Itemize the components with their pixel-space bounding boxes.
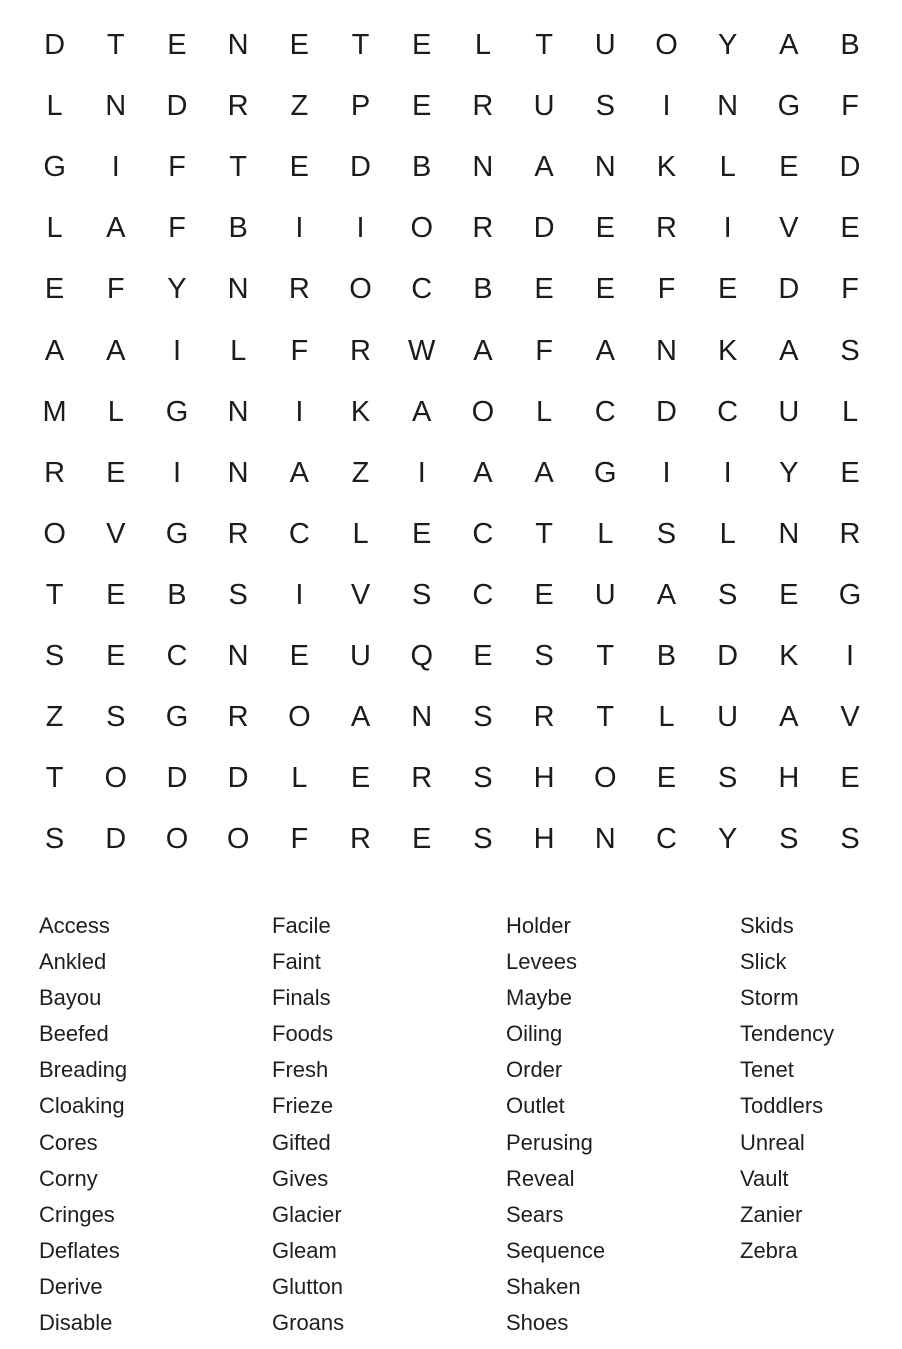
grid-cell[interactable]: E: [595, 212, 615, 245]
grid-cell[interactable]: S: [840, 334, 860, 367]
grid-cell[interactable]: I: [172, 334, 181, 367]
grid-cell[interactable]: A: [473, 456, 493, 489]
word-list-item: Tenet: [740, 1057, 794, 1083]
grid-cell[interactable]: W: [408, 334, 436, 367]
grid-cell[interactable]: U: [350, 639, 371, 672]
grid-cell[interactable]: Y: [779, 456, 799, 489]
grid-cell[interactable]: A: [656, 578, 677, 611]
grid-cell[interactable]: I: [723, 212, 732, 245]
word-list-column: [39, 908, 272, 1341]
word-list-item: Cloaking: [39, 1093, 125, 1119]
word-list-item: Bayou: [39, 985, 102, 1011]
word-list-item: Storm: [740, 985, 799, 1011]
word-list-item: Cores: [39, 1129, 98, 1155]
grid-cell[interactable]: I: [295, 212, 304, 245]
grid-cell[interactable]: L: [536, 395, 553, 428]
grid-cell[interactable]: G: [777, 90, 801, 123]
word-list-item: Gifted: [272, 1129, 331, 1155]
word-list-item: Order: [506, 1057, 563, 1083]
grid-cell[interactable]: B: [473, 273, 493, 306]
grid-cell[interactable]: F: [168, 151, 186, 184]
grid-cell[interactable]: K: [656, 151, 677, 184]
grid-cell[interactable]: V: [350, 578, 371, 611]
grid-cell[interactable]: A: [779, 334, 799, 367]
grid-cell[interactable]: Y: [167, 273, 187, 306]
grid-cell[interactable]: N: [227, 29, 249, 62]
grid-cell[interactable]: L: [230, 334, 247, 367]
grid-cell[interactable]: A: [534, 456, 554, 489]
grid-cell[interactable]: I: [295, 395, 304, 428]
grid-cell[interactable]: E: [656, 762, 677, 795]
word-list-item: Sears: [506, 1201, 564, 1227]
grid-cell[interactable]: L: [841, 395, 859, 428]
grid-cell[interactable]: U: [533, 90, 555, 123]
letter-grid: [24, 15, 880, 870]
grid-cell[interactable]: S: [473, 823, 493, 856]
grid-cell[interactable]: S: [473, 701, 493, 734]
grid-cell[interactable]: E: [534, 578, 554, 611]
grid-cell[interactable]: D: [778, 273, 800, 306]
grid-cell[interactable]: E: [106, 578, 126, 611]
grid-cell[interactable]: U: [717, 701, 739, 734]
grid-cell[interactable]: I: [662, 456, 671, 489]
grid-cell[interactable]: T: [45, 762, 64, 795]
grid-cell[interactable]: D: [105, 823, 127, 856]
grid-cell[interactable]: R: [350, 334, 371, 367]
grid-cell[interactable]: T: [229, 151, 248, 184]
word-list-item: Unreal: [740, 1129, 805, 1155]
grid-cell[interactable]: R: [655, 212, 677, 245]
grid-cell[interactable]: S: [412, 578, 432, 611]
grid-cell[interactable]: E: [840, 762, 860, 795]
grid-cell[interactable]: O: [471, 395, 495, 428]
word-list-item: Holder: [506, 913, 571, 938]
grid-cell[interactable]: O: [655, 29, 678, 62]
word-list-column: [272, 908, 506, 1341]
grid-cell[interactable]: N: [411, 701, 433, 734]
grid-cell[interactable]: B: [840, 29, 860, 62]
grid-cell[interactable]: E: [44, 273, 65, 306]
word-list-item: Beefed: [39, 1021, 109, 1047]
grid-cell[interactable]: E: [412, 517, 432, 550]
word-list-item: Shoes: [506, 1310, 569, 1336]
word-list-item: Slick: [740, 949, 787, 975]
word-list-item: Groans: [272, 1310, 345, 1336]
word-list-item: Shaken: [506, 1273, 581, 1299]
word-list-item: Perusing: [506, 1129, 593, 1155]
word-list-column: [506, 908, 740, 1341]
grid-cell[interactable]: T: [535, 517, 553, 550]
grid-cell[interactable]: M: [42, 395, 67, 428]
grid-cell[interactable]: E: [289, 29, 310, 62]
word-list-item: Deflates: [39, 1237, 120, 1263]
grid-cell[interactable]: E: [412, 823, 432, 856]
word-list-item: Faint: [272, 949, 321, 975]
grid-cell[interactable]: F: [841, 273, 859, 306]
grid-cell[interactable]: A: [473, 334, 493, 367]
grid-cell[interactable]: L: [719, 517, 736, 550]
grid-cell[interactable]: D: [839, 151, 861, 184]
grid-cell[interactable]: C: [288, 517, 310, 550]
grid-cell[interactable]: R: [533, 701, 555, 734]
grid-cell[interactable]: K: [779, 639, 799, 672]
grid-cell[interactable]: T: [596, 701, 615, 734]
grid-cell[interactable]: C: [472, 578, 494, 611]
grid-cell[interactable]: S: [44, 639, 65, 672]
grid-cell[interactable]: E: [534, 273, 554, 306]
grid-cell[interactable]: E: [473, 639, 493, 672]
grid-cell[interactable]: Y: [717, 29, 738, 62]
grid-cell[interactable]: E: [289, 639, 310, 672]
word-list-item: Tendency: [740, 1021, 835, 1047]
grid-cell[interactable]: R: [350, 823, 371, 856]
grid-cell[interactable]: R: [44, 456, 66, 489]
grid-cell[interactable]: E: [289, 151, 310, 184]
grid-cell[interactable]: A: [779, 701, 799, 734]
grid-cell[interactable]: P: [350, 90, 371, 123]
grid-cell[interactable]: V: [840, 701, 860, 734]
grid-cell[interactable]: E: [840, 212, 860, 245]
grid-cell[interactable]: R: [227, 90, 249, 123]
word-list-item: Access: [39, 913, 110, 938]
word-list-item: Zebra: [740, 1237, 798, 1263]
grid-cell[interactable]: T: [106, 29, 125, 62]
grid-cell[interactable]: U: [594, 578, 616, 611]
grid-cell[interactable]: N: [717, 90, 739, 123]
grid-cell[interactable]: D: [655, 395, 677, 428]
grid-cell[interactable]: F: [841, 90, 859, 123]
grid-cell[interactable]: C: [655, 823, 677, 856]
word-list-item: Gleam: [272, 1237, 337, 1263]
word-list-item: Disable: [39, 1310, 113, 1336]
grid-cell[interactable]: T: [351, 29, 370, 62]
grid-cell[interactable]: S: [656, 517, 677, 550]
grid-cell[interactable]: A: [44, 334, 65, 367]
grid-cell[interactable]: S: [717, 762, 738, 795]
grid-cell[interactable]: A: [106, 212, 126, 245]
grid-cell[interactable]: G: [165, 395, 189, 428]
grid-cell[interactable]: Z: [290, 90, 309, 123]
grid-cell[interactable]: E: [717, 273, 738, 306]
word-list-item: Frieze: [272, 1093, 334, 1119]
grid-cell[interactable]: C: [411, 273, 433, 306]
grid-cell[interactable]: G: [165, 701, 189, 734]
grid-cell[interactable]: G: [838, 578, 862, 611]
word-list-column: [740, 908, 890, 1341]
grid-cell[interactable]: C: [717, 395, 739, 428]
grid-cell[interactable]: K: [350, 395, 371, 428]
grid-cell[interactable]: L: [291, 762, 308, 795]
word-list-item: Reveal: [506, 1165, 575, 1191]
grid-cell[interactable]: N: [594, 151, 616, 184]
word-list-item: Facile: [272, 913, 331, 938]
grid-cell[interactable]: T: [535, 29, 553, 62]
grid-cell[interactable]: D: [227, 762, 249, 795]
grid-cell[interactable]: E: [412, 90, 432, 123]
grid-cell[interactable]: G: [43, 151, 66, 184]
grid-cell[interactable]: O: [410, 212, 433, 245]
grid-cell[interactable]: R: [411, 762, 433, 795]
word-list-item: Foods: [272, 1021, 334, 1047]
grid-cell[interactable]: S: [595, 90, 615, 123]
grid-cell[interactable]: S: [106, 701, 126, 734]
grid-cell[interactable]: H: [778, 762, 800, 795]
grid-cell[interactable]: A: [779, 29, 799, 62]
grid-cell[interactable]: I: [846, 639, 855, 672]
grid-cell[interactable]: N: [655, 334, 677, 367]
grid-cell[interactable]: E: [412, 29, 432, 62]
grid-cell[interactable]: L: [719, 151, 736, 184]
grid-cell[interactable]: O: [43, 517, 66, 550]
grid-cell[interactable]: R: [472, 212, 494, 245]
grid-cell[interactable]: K: [717, 334, 738, 367]
word-list: [39, 908, 899, 1341]
word-list-item: Cringes: [39, 1201, 115, 1227]
grid-cell[interactable]: A: [534, 151, 554, 184]
grid-cell[interactable]: C: [472, 517, 494, 550]
grid-cell[interactable]: F: [657, 273, 676, 306]
grid-cell[interactable]: A: [595, 334, 615, 367]
word-list-item: Derive: [39, 1273, 103, 1299]
grid-cell[interactable]: O: [226, 823, 250, 856]
word-list-item: Breading: [39, 1057, 128, 1083]
grid-cell[interactable]: N: [227, 395, 249, 428]
grid-cell[interactable]: L: [352, 517, 369, 550]
grid-cell[interactable]: R: [288, 273, 310, 306]
grid-cell[interactable]: R: [227, 701, 249, 734]
grid-cell[interactable]: N: [227, 639, 249, 672]
grid-cell[interactable]: B: [656, 639, 677, 672]
grid-cell[interactable]: E: [106, 456, 126, 489]
grid-cell[interactable]: I: [295, 578, 304, 611]
grid-cell[interactable]: Z: [45, 701, 64, 734]
grid-cell[interactable]: C: [594, 395, 616, 428]
grid-cell[interactable]: S: [44, 823, 65, 856]
grid-cell[interactable]: A: [289, 456, 310, 489]
grid-cell[interactable]: R: [472, 90, 494, 123]
grid-cell[interactable]: I: [662, 90, 671, 123]
grid-cell[interactable]: D: [533, 212, 555, 245]
grid-cell[interactable]: T: [45, 578, 64, 611]
word-list-item: Sequence: [506, 1237, 606, 1263]
grid-cell[interactable]: S: [473, 762, 493, 795]
grid-cell[interactable]: A: [106, 334, 126, 367]
grid-cell[interactable]: G: [594, 456, 617, 489]
grid-cell[interactable]: N: [105, 90, 127, 123]
grid-cell[interactable]: L: [46, 90, 63, 123]
grid-cell[interactable]: L: [107, 395, 124, 428]
word-list-item: Gives: [272, 1165, 329, 1191]
grid-cell[interactable]: E: [779, 578, 799, 611]
grid-cell[interactable]: L: [597, 517, 614, 550]
grid-cell[interactable]: N: [227, 456, 249, 489]
grid-cell[interactable]: H: [533, 762, 555, 795]
word-list-item: Glacier: [272, 1201, 342, 1227]
grid-cell[interactable]: S: [228, 578, 248, 611]
grid-cell[interactable]: H: [533, 823, 555, 856]
grid-cell[interactable]: N: [594, 823, 616, 856]
grid-cell[interactable]: B: [228, 212, 248, 245]
word-list-item: Corny: [39, 1165, 98, 1191]
word-list-item: Outlet: [506, 1093, 565, 1119]
grid-cell[interactable]: R: [839, 517, 861, 550]
grid-cell[interactable]: V: [779, 212, 799, 245]
grid-cell[interactable]: O: [594, 762, 617, 795]
grid-cell[interactable]: N: [778, 517, 800, 550]
grid-cell[interactable]: T: [596, 639, 615, 672]
grid-cell[interactable]: Y: [717, 823, 738, 856]
word-list-item: Ankled: [39, 949, 107, 975]
grid-cell[interactable]: Z: [351, 456, 370, 489]
grid-cell[interactable]: D: [717, 639, 739, 672]
grid-cell[interactable]: D: [44, 29, 66, 62]
grid-cell[interactable]: L: [474, 29, 491, 62]
grid-cell[interactable]: Q: [410, 639, 433, 672]
grid-cell[interactable]: D: [166, 762, 188, 795]
grid-cell[interactable]: D: [350, 151, 371, 184]
grid-cell[interactable]: F: [535, 334, 553, 367]
grid-cell[interactable]: S: [779, 823, 799, 856]
grid-cell[interactable]: E: [840, 456, 860, 489]
grid-cell[interactable]: O: [349, 273, 372, 306]
grid-cell[interactable]: S: [534, 639, 554, 672]
grid-cell[interactable]: A: [350, 701, 371, 734]
grid-cell[interactable]: N: [472, 151, 494, 184]
grid-cell[interactable]: S: [717, 578, 738, 611]
grid-cell[interactable]: C: [166, 639, 188, 672]
word-list-item: Skids: [740, 913, 794, 938]
grid-cell[interactable]: D: [166, 90, 188, 123]
word-list-item: Toddlers: [740, 1093, 824, 1119]
grid-cell[interactable]: I: [111, 151, 120, 184]
grid-cell[interactable]: B: [167, 578, 187, 611]
word-list-item: Levees: [506, 949, 577, 975]
grid-cell[interactable]: V: [106, 517, 126, 550]
grid-cell[interactable]: E: [595, 273, 615, 306]
word-list-item: Finals: [272, 985, 331, 1011]
grid-cell[interactable]: A: [412, 395, 432, 428]
grid-cell[interactable]: I: [417, 456, 426, 489]
grid-cell[interactable]: U: [594, 29, 616, 62]
grid-cell[interactable]: O: [165, 823, 189, 856]
word-list-item: Oiling: [506, 1021, 563, 1047]
grid-cell[interactable]: E: [350, 762, 371, 795]
word-list-item: Vault: [740, 1165, 789, 1191]
word-list-item: Maybe: [506, 985, 573, 1011]
grid-cell[interactable]: E: [167, 29, 187, 62]
grid-cell[interactable]: N: [227, 273, 249, 306]
grid-cell[interactable]: E: [779, 151, 799, 184]
grid-cell[interactable]: L: [46, 212, 63, 245]
grid-cell[interactable]: R: [227, 517, 249, 550]
grid-cell[interactable]: E: [106, 639, 126, 672]
grid-cell[interactable]: B: [412, 151, 432, 184]
grid-cell[interactable]: L: [658, 701, 675, 734]
grid-cell[interactable]: G: [165, 517, 189, 550]
grid-cell[interactable]: F: [290, 334, 309, 367]
grid-cell[interactable]: F: [290, 823, 309, 856]
grid-cell[interactable]: F: [106, 273, 125, 306]
grid-cell[interactable]: O: [288, 701, 311, 734]
grid-cell[interactable]: F: [168, 212, 186, 245]
word-list-item: Glutton: [272, 1273, 343, 1299]
grid-cell[interactable]: U: [778, 395, 800, 428]
grid-cell[interactable]: O: [104, 762, 128, 795]
word-list-item: Fresh: [272, 1057, 329, 1083]
grid-cell[interactable]: I: [172, 456, 181, 489]
grid-cell[interactable]: I: [356, 212, 365, 245]
word-list-item: Zanier: [740, 1201, 803, 1227]
grid-cell[interactable]: S: [840, 823, 860, 856]
grid-cell[interactable]: I: [723, 456, 732, 489]
